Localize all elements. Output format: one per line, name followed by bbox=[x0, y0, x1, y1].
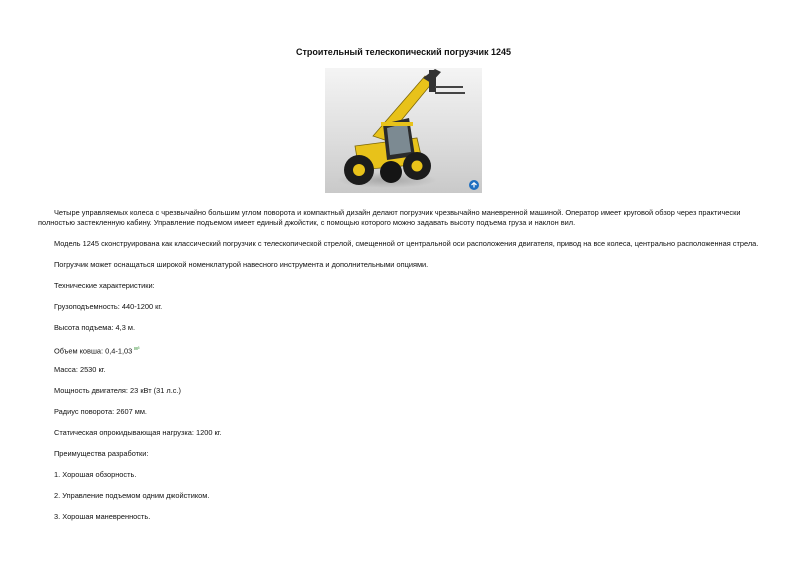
advantages-heading: Преимущества разработки: bbox=[54, 449, 149, 458]
paragraph-3: Погрузчик может оснащаться широкой номенклатурой навесного инструмента и дополнительными опциями. bbox=[54, 260, 429, 269]
specs-heading: Технические характеристики: bbox=[54, 281, 155, 290]
spec-turning-radius: Радиус поворота: 2607 мм. bbox=[54, 407, 147, 416]
advantage-1: 1. Хорошая обзорность. bbox=[54, 470, 137, 479]
advantage-2: 2. Управление подъемом одним джойстиком. bbox=[54, 491, 210, 500]
advantage-3: 3. Хорошая маневренность. bbox=[54, 512, 151, 521]
spec-mass: Масса: 2530 кг. bbox=[54, 365, 106, 374]
spec-bucket-volume bbox=[54, 344, 139, 356]
spec-engine-power: Мощность двигателя: 23 кВт (31 л.с.) bbox=[54, 386, 181, 395]
loader-photo bbox=[325, 68, 482, 193]
document-title: Строительный телескопический погрузчик 1245 bbox=[295, 47, 512, 57]
spec-tipping-load: Статическая опрокидывающая нагрузка: 1200 кг. bbox=[54, 428, 222, 437]
spec-volume-unit: м³ bbox=[134, 346, 140, 352]
zoom-badge-icon[interactable] bbox=[469, 180, 479, 190]
paragraph-2: Модель 1245 сконструирована как классический погрузчик с телескопической стрелой, смещенной от центральной оси расположения двигателя, привод на все колеса, центрально расположенная стрела. bbox=[54, 239, 759, 248]
spec-capacity: Грузоподъемность: 440-1200 кг. bbox=[54, 302, 163, 311]
spec-lift-height: Высота подъема: 4,3 м. bbox=[54, 323, 136, 332]
spec-bucket-volume-text: Объем ковша: 0,4-1,03 bbox=[54, 346, 133, 356]
paragraph-1: Четыре управляемых колеса с чрезвычайно большим углом поворота и компактный дизайн делают погрузчик чрезвычайно маневренной машиной. Оператор имеет круговой обзор через практически полностью застекленную кабину. Управление подъемом имеет единый джойстик, с помощью которого можно задавать высоту подъема груза и наклон вил. bbox=[38, 208, 741, 227]
